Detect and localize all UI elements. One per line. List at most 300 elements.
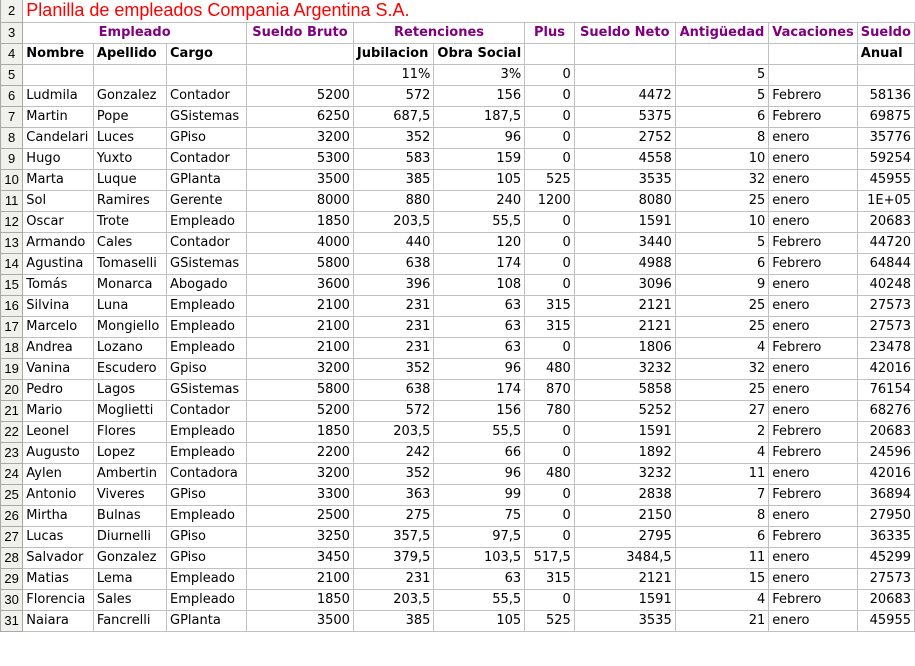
jubilacion-cell[interactable]: 275: [353, 505, 433, 526]
sueldo-bruto-cell[interactable]: 1850: [247, 421, 354, 442]
obra-social-cell[interactable]: 105: [434, 169, 525, 190]
antiguedad-cell[interactable]: 8: [675, 127, 769, 148]
plus-header[interactable]: Plus: [525, 22, 575, 43]
sueldo-bruto-cell[interactable]: 2100: [247, 295, 354, 316]
sueldo-neto-cell[interactable]: 2838: [574, 484, 675, 505]
row-header[interactable]: 22: [1, 421, 23, 442]
apellido-cell[interactable]: Sales: [93, 589, 166, 610]
apellido-cell[interactable]: Lopez: [93, 442, 166, 463]
cell[interactable]: [525, 43, 575, 64]
vacaciones-cell[interactable]: enero: [769, 211, 858, 232]
sueldo-neto-cell[interactable]: 3535: [574, 610, 675, 631]
apellido-cell[interactable]: Trote: [93, 211, 166, 232]
sueldo-bruto-cell[interactable]: 1850: [247, 589, 354, 610]
nombre-cell[interactable]: Lucas: [23, 526, 94, 547]
nombre-cell[interactable]: Sol: [23, 190, 94, 211]
row-header[interactable]: 13: [1, 232, 23, 253]
sueldo-neto-cell[interactable]: 3232: [574, 463, 675, 484]
sueldo-anual-cell[interactable]: 45299: [857, 547, 914, 568]
row-header[interactable]: 12: [1, 211, 23, 232]
jubilacion-cell[interactable]: 385: [353, 610, 433, 631]
jubilacion-cell[interactable]: 396: [353, 274, 433, 295]
sueldo-anual-cell[interactable]: 35776: [857, 127, 914, 148]
sueldo-neto-cell[interactable]: 3440: [574, 232, 675, 253]
nombre-cell[interactable]: Matias: [23, 568, 94, 589]
jubilacion-cell[interactable]: 352: [353, 358, 433, 379]
plus-cell[interactable]: 0: [525, 211, 575, 232]
antiguedad-header[interactable]: Antigüedad: [675, 22, 769, 43]
sueldo-neto-cell[interactable]: 1591: [574, 211, 675, 232]
sueldo-bruto-cell[interactable]: 2200: [247, 442, 354, 463]
obra-social-cell[interactable]: 55,5: [434, 589, 525, 610]
row-header[interactable]: 21: [1, 400, 23, 421]
apellido-cell[interactable]: Lema: [93, 568, 166, 589]
jubilacion-cell[interactable]: 379,5: [353, 547, 433, 568]
vacaciones-cell[interactable]: Febrero: [769, 253, 858, 274]
vacaciones-cell[interactable]: enero: [769, 316, 858, 337]
jubilacion-header[interactable]: Jubilacion: [353, 43, 433, 64]
jubilacion-cell[interactable]: 572: [353, 85, 433, 106]
antiguedad-cell[interactable]: 27: [675, 400, 769, 421]
jubilacion-cell[interactable]: 203,5: [353, 589, 433, 610]
sueldo-bruto-cell[interactable]: 8000: [247, 190, 354, 211]
cargo-cell[interactable]: Contador: [167, 232, 247, 253]
nombre-cell[interactable]: Marta: [23, 169, 94, 190]
plus-cell[interactable]: 0: [525, 127, 575, 148]
plus-cell[interactable]: 0: [525, 505, 575, 526]
cargo-cell[interactable]: Empleado: [167, 568, 247, 589]
plus-cell[interactable]: 0: [525, 106, 575, 127]
cell[interactable]: [574, 64, 675, 85]
cargo-cell[interactable]: Contador: [167, 148, 247, 169]
nombre-cell[interactable]: Pedro: [23, 379, 94, 400]
jubilacion-rate[interactable]: 11%: [353, 64, 433, 85]
sueldo-neto-cell[interactable]: 4472: [574, 85, 675, 106]
plus-cell[interactable]: 517,5: [525, 547, 575, 568]
nombre-cell[interactable]: Vanina: [23, 358, 94, 379]
retenciones-header[interactable]: Retenciones: [353, 22, 524, 43]
jubilacion-cell[interactable]: 363: [353, 484, 433, 505]
sueldo-anual-cell[interactable]: 36894: [857, 484, 914, 505]
nombre-cell[interactable]: Andrea: [23, 337, 94, 358]
obra-social-cell[interactable]: 99: [434, 484, 525, 505]
sueldo-bruto-cell[interactable]: 2100: [247, 316, 354, 337]
row-header[interactable]: 6: [1, 85, 23, 106]
cargo-cell[interactable]: Empleado: [167, 589, 247, 610]
sueldo-neto-cell[interactable]: 3232: [574, 358, 675, 379]
vacaciones-cell[interactable]: enero: [769, 547, 858, 568]
jubilacion-cell[interactable]: 231: [353, 295, 433, 316]
jubilacion-cell[interactable]: 572: [353, 400, 433, 421]
sueldo-anual-cell[interactable]: 45955: [857, 169, 914, 190]
row-header[interactable]: 15: [1, 274, 23, 295]
sueldo-neto-cell[interactable]: 1806: [574, 337, 675, 358]
jubilacion-cell[interactable]: 242: [353, 442, 433, 463]
vacaciones-cell[interactable]: Febrero: [769, 484, 858, 505]
vacaciones-cell[interactable]: Febrero: [769, 421, 858, 442]
nombre-cell[interactable]: Aylen: [23, 463, 94, 484]
sueldo-bruto-cell[interactable]: 3600: [247, 274, 354, 295]
row-header[interactable]: 25: [1, 484, 23, 505]
apellido-cell[interactable]: Luna: [93, 295, 166, 316]
cell[interactable]: [247, 43, 354, 64]
jubilacion-cell[interactable]: 203,5: [353, 211, 433, 232]
sueldo-neto-cell[interactable]: 2121: [574, 316, 675, 337]
nombre-cell[interactable]: Oscar: [23, 211, 94, 232]
apellido-cell[interactable]: Tomaselli: [93, 253, 166, 274]
row-header[interactable]: 4: [1, 43, 23, 64]
cargo-cell[interactable]: Contadora: [167, 463, 247, 484]
nombre-cell[interactable]: Salvador: [23, 547, 94, 568]
antiguedad-cell[interactable]: 32: [675, 169, 769, 190]
plus-cell[interactable]: 0: [525, 337, 575, 358]
apellido-cell[interactable]: Escudero: [93, 358, 166, 379]
sueldo-bruto-cell[interactable]: 3500: [247, 169, 354, 190]
sueldo-bruto-cell[interactable]: 2500: [247, 505, 354, 526]
apellido-cell[interactable]: Gonzalez: [93, 85, 166, 106]
sueldo-bruto-cell[interactable]: 5800: [247, 253, 354, 274]
apellido-cell[interactable]: Viveres: [93, 484, 166, 505]
row-header[interactable]: 14: [1, 253, 23, 274]
sueldo-anual-cell[interactable]: 20683: [857, 589, 914, 610]
sueldo-neto-cell[interactable]: 5375: [574, 106, 675, 127]
apellido-cell[interactable]: Yuxto: [93, 148, 166, 169]
vacaciones-header[interactable]: Vacaciones: [769, 22, 858, 43]
plus-cell[interactable]: 0: [525, 274, 575, 295]
row-header[interactable]: 24: [1, 463, 23, 484]
cell[interactable]: [23, 64, 94, 85]
plus-cell[interactable]: 315: [525, 295, 575, 316]
sueldo-neto-cell[interactable]: 4988: [574, 253, 675, 274]
cargo-cell[interactable]: Empleado: [167, 337, 247, 358]
obra-social-cell[interactable]: 240: [434, 190, 525, 211]
apellido-cell[interactable]: Ambertin: [93, 463, 166, 484]
nombre-cell[interactable]: Martin: [23, 106, 94, 127]
sueldo-bruto-cell[interactable]: 1850: [247, 211, 354, 232]
sueldo-anual-cell[interactable]: 27950: [857, 505, 914, 526]
antiguedad-cell[interactable]: 6: [675, 526, 769, 547]
obra-social-cell[interactable]: 96: [434, 463, 525, 484]
apellido-cell[interactable]: Lozano: [93, 337, 166, 358]
antiguedad-cell[interactable]: 21: [675, 610, 769, 631]
sheet-title[interactable]: Planilla de empleados Compania Argentina S.A.: [26, 0, 410, 21]
plus-cell[interactable]: 0: [525, 589, 575, 610]
obra-social-cell[interactable]: 108: [434, 274, 525, 295]
nombre-cell[interactable]: Antonio: [23, 484, 94, 505]
cargo-cell[interactable]: GSistemas: [167, 253, 247, 274]
antiguedad-cell[interactable]: 5: [675, 232, 769, 253]
apellido-cell[interactable]: Cales: [93, 232, 166, 253]
apellido-header[interactable]: Apellido: [93, 43, 166, 64]
antiguedad-param[interactable]: 5: [675, 64, 769, 85]
sueldo-anual-cell[interactable]: 27573: [857, 295, 914, 316]
vacaciones-cell[interactable]: enero: [769, 505, 858, 526]
cell[interactable]: [769, 43, 858, 64]
obra-social-header[interactable]: Obra Social: [434, 43, 525, 64]
sueldo-anual-cell[interactable]: 69875: [857, 106, 914, 127]
cargo-cell[interactable]: Empleado: [167, 295, 247, 316]
nombre-cell[interactable]: Augusto: [23, 442, 94, 463]
sueldo-bruto-cell[interactable]: 3250: [247, 526, 354, 547]
row-header[interactable]: 30: [1, 589, 23, 610]
antiguedad-cell[interactable]: 6: [675, 106, 769, 127]
sueldo-neto-cell[interactable]: 2121: [574, 295, 675, 316]
obra-social-cell[interactable]: 97,5: [434, 526, 525, 547]
row-header[interactable]: 23: [1, 442, 23, 463]
plus-cell[interactable]: 870: [525, 379, 575, 400]
sueldo-bruto-cell[interactable]: 4000: [247, 232, 354, 253]
nombre-cell[interactable]: Leonel: [23, 421, 94, 442]
jubilacion-cell[interactable]: 231: [353, 337, 433, 358]
nombre-cell[interactable]: Armando: [23, 232, 94, 253]
cargo-cell[interactable]: GPlanta: [167, 610, 247, 631]
plus-cell[interactable]: 1200: [525, 190, 575, 211]
sueldo-anual-cell[interactable]: 58136: [857, 85, 914, 106]
apellido-cell[interactable]: Pope: [93, 106, 166, 127]
row-header[interactable]: 18: [1, 337, 23, 358]
apellido-cell[interactable]: Monarca: [93, 274, 166, 295]
obra-social-cell[interactable]: 55,5: [434, 211, 525, 232]
obra-social-cell[interactable]: 96: [434, 358, 525, 379]
nombre-cell[interactable]: Ludmila: [23, 85, 94, 106]
antiguedad-cell[interactable]: 7: [675, 484, 769, 505]
sueldo-neto-cell[interactable]: 8080: [574, 190, 675, 211]
row-header[interactable]: 26: [1, 505, 23, 526]
antiguedad-cell[interactable]: 8: [675, 505, 769, 526]
row-header[interactable]: 29: [1, 568, 23, 589]
cell[interactable]: [574, 43, 675, 64]
obra-social-cell[interactable]: 55,5: [434, 421, 525, 442]
vacaciones-cell[interactable]: enero: [769, 568, 858, 589]
nombre-cell[interactable]: Mirtha: [23, 505, 94, 526]
obra-social-rate[interactable]: 3%: [434, 64, 525, 85]
row-header[interactable]: 11: [1, 190, 23, 211]
sueldo-anual-cell[interactable]: 24596: [857, 442, 914, 463]
sueldo-anual-cell[interactable]: 20683: [857, 211, 914, 232]
sueldo-bruto-cell[interactable]: 5300: [247, 148, 354, 169]
jubilacion-cell[interactable]: 352: [353, 463, 433, 484]
antiguedad-cell[interactable]: 2: [675, 421, 769, 442]
sueldo-neto-cell[interactable]: 1591: [574, 421, 675, 442]
sueldo-bruto-cell[interactable]: 3200: [247, 127, 354, 148]
anual-header[interactable]: Anual: [857, 43, 914, 64]
cargo-cell[interactable]: Empleado: [167, 505, 247, 526]
obra-social-cell[interactable]: 187,5: [434, 106, 525, 127]
sueldo-anual-cell[interactable]: 68276: [857, 400, 914, 421]
apellido-cell[interactable]: Ramires: [93, 190, 166, 211]
plus-cell[interactable]: 0: [525, 484, 575, 505]
sueldo-anual-cell[interactable]: 76154: [857, 379, 914, 400]
antiguedad-cell[interactable]: 32: [675, 358, 769, 379]
sueldo-neto-cell[interactable]: 3484,5: [574, 547, 675, 568]
apellido-cell[interactable]: Luque: [93, 169, 166, 190]
cell[interactable]: [167, 64, 247, 85]
antiguedad-cell[interactable]: 4: [675, 337, 769, 358]
nombre-header[interactable]: Nombre: [23, 43, 94, 64]
antiguedad-cell[interactable]: 25: [675, 316, 769, 337]
obra-social-cell[interactable]: 66: [434, 442, 525, 463]
plus-cell[interactable]: 315: [525, 568, 575, 589]
row-header[interactable]: 19: [1, 358, 23, 379]
row-header[interactable]: 10: [1, 169, 23, 190]
antiguedad-cell[interactable]: 4: [675, 589, 769, 610]
sueldo-bruto-cell[interactable]: 3200: [247, 463, 354, 484]
vacaciones-cell[interactable]: enero: [769, 463, 858, 484]
apellido-cell[interactable]: Luces: [93, 127, 166, 148]
nombre-cell[interactable]: Naiara: [23, 610, 94, 631]
row-header[interactable]: 9: [1, 148, 23, 169]
plus-cell[interactable]: 0: [525, 148, 575, 169]
vacaciones-cell[interactable]: enero: [769, 358, 858, 379]
sueldo-neto-cell[interactable]: 1892: [574, 442, 675, 463]
antiguedad-cell[interactable]: 10: [675, 211, 769, 232]
plus-cell[interactable]: 0: [525, 232, 575, 253]
plus-cell[interactable]: 0: [525, 253, 575, 274]
plus-cell[interactable]: 780: [525, 400, 575, 421]
sueldo-neto-cell[interactable]: 3535: [574, 169, 675, 190]
obra-social-cell[interactable]: 159: [434, 148, 525, 169]
jubilacion-cell[interactable]: 203,5: [353, 421, 433, 442]
sueldo-anual-cell[interactable]: 59254: [857, 148, 914, 169]
vacaciones-cell[interactable]: Febrero: [769, 232, 858, 253]
vacaciones-cell[interactable]: Febrero: [769, 106, 858, 127]
plus-cell[interactable]: 525: [525, 610, 575, 631]
plus-cell[interactable]: 0: [525, 442, 575, 463]
sueldo-neto-cell[interactable]: 2150: [574, 505, 675, 526]
obra-social-cell[interactable]: 156: [434, 400, 525, 421]
sueldo-bruto-cell[interactable]: 2100: [247, 337, 354, 358]
cargo-cell[interactable]: Empleado: [167, 316, 247, 337]
jubilacion-cell[interactable]: 583: [353, 148, 433, 169]
sueldo-bruto-cell[interactable]: 3450: [247, 547, 354, 568]
vacaciones-cell[interactable]: Febrero: [769, 589, 858, 610]
nombre-cell[interactable]: Silvina: [23, 295, 94, 316]
jubilacion-cell[interactable]: 231: [353, 316, 433, 337]
antiguedad-cell[interactable]: 25: [675, 295, 769, 316]
empleado-header[interactable]: Empleado: [23, 22, 247, 43]
cargo-cell[interactable]: GPlanta: [167, 169, 247, 190]
antiguedad-cell[interactable]: 15: [675, 568, 769, 589]
vacaciones-cell[interactable]: enero: [769, 190, 858, 211]
cargo-cell[interactable]: GPiso: [167, 547, 247, 568]
sueldo-anual-cell[interactable]: 36335: [857, 526, 914, 547]
antiguedad-cell[interactable]: 10: [675, 148, 769, 169]
antiguedad-cell[interactable]: 9: [675, 274, 769, 295]
vacaciones-cell[interactable]: Febrero: [769, 442, 858, 463]
sueldo-bruto-cell[interactable]: 3500: [247, 610, 354, 631]
antiguedad-cell[interactable]: 25: [675, 379, 769, 400]
sueldo-anual-cell[interactable]: 27573: [857, 316, 914, 337]
sueldo-neto-cell[interactable]: 4558: [574, 148, 675, 169]
cargo-cell[interactable]: Empleado: [167, 211, 247, 232]
row-header[interactable]: 2: [1, 0, 23, 22]
sueldo-neto-cell[interactable]: 1591: [574, 589, 675, 610]
vacaciones-cell[interactable]: Febrero: [769, 526, 858, 547]
apellido-cell[interactable]: Bulnas: [93, 505, 166, 526]
sueldo-anual-cell[interactable]: 27573: [857, 568, 914, 589]
antiguedad-cell[interactable]: 11: [675, 547, 769, 568]
jubilacion-cell[interactable]: 385: [353, 169, 433, 190]
row-header[interactable]: 8: [1, 127, 23, 148]
cell[interactable]: [675, 43, 769, 64]
antiguedad-cell[interactable]: 4: [675, 442, 769, 463]
apellido-cell[interactable]: Flores: [93, 421, 166, 442]
sueldo-bruto-cell[interactable]: 2100: [247, 568, 354, 589]
antiguedad-cell[interactable]: 6: [675, 253, 769, 274]
cargo-cell[interactable]: GPiso: [167, 484, 247, 505]
sueldo-anual-cell[interactable]: 23478: [857, 337, 914, 358]
sueldo-neto-cell[interactable]: 2795: [574, 526, 675, 547]
sueldo-bruto-cell[interactable]: 3300: [247, 484, 354, 505]
antiguedad-cell[interactable]: 25: [675, 190, 769, 211]
sueldo-neto-cell[interactable]: 5858: [574, 379, 675, 400]
row-header[interactable]: 7: [1, 106, 23, 127]
cargo-cell[interactable]: Empleado: [167, 442, 247, 463]
apellido-cell[interactable]: Diurnelli: [93, 526, 166, 547]
cargo-cell[interactable]: Empleado: [167, 421, 247, 442]
sueldo-anual-cell[interactable]: 40248: [857, 274, 914, 295]
vacaciones-cell[interactable]: enero: [769, 148, 858, 169]
sueldo-anual-cell[interactable]: 45955: [857, 610, 914, 631]
sueldo-neto-cell[interactable]: 2121: [574, 568, 675, 589]
sueldo-anual-cell[interactable]: 1E+05: [857, 190, 914, 211]
cargo-cell[interactable]: GPiso: [167, 526, 247, 547]
sueldo-bruto-cell[interactable]: 5800: [247, 379, 354, 400]
cell[interactable]: [769, 64, 858, 85]
sueldo-neto-header[interactable]: Sueldo Neto: [574, 22, 675, 43]
plus-cell[interactable]: 0: [525, 526, 575, 547]
cargo-cell[interactable]: Abogado: [167, 274, 247, 295]
row-header[interactable]: 31: [1, 610, 23, 631]
cargo-cell[interactable]: Gerente: [167, 190, 247, 211]
obra-social-cell[interactable]: 63: [434, 316, 525, 337]
row-header[interactable]: 16: [1, 295, 23, 316]
vacaciones-cell[interactable]: enero: [769, 400, 858, 421]
sueldo-bruto-cell[interactable]: 5200: [247, 400, 354, 421]
cell[interactable]: [93, 64, 166, 85]
apellido-cell[interactable]: Moglietti: [93, 400, 166, 421]
vacaciones-cell[interactable]: enero: [769, 127, 858, 148]
row-header[interactable]: 3: [1, 22, 23, 43]
sueldo-bruto-cell[interactable]: 3200: [247, 358, 354, 379]
jubilacion-cell[interactable]: 638: [353, 379, 433, 400]
sueldo-anual-cell[interactable]: 64844: [857, 253, 914, 274]
vacaciones-cell[interactable]: Febrero: [769, 337, 858, 358]
apellido-cell[interactable]: Lagos: [93, 379, 166, 400]
nombre-cell[interactable]: Agustina: [23, 253, 94, 274]
vacaciones-cell[interactable]: enero: [769, 169, 858, 190]
vacaciones-cell[interactable]: enero: [769, 379, 858, 400]
sueldo-bruto-cell[interactable]: 6250: [247, 106, 354, 127]
nombre-cell[interactable]: Candelari: [23, 127, 94, 148]
jubilacion-cell[interactable]: 638: [353, 253, 433, 274]
antiguedad-cell[interactable]: 11: [675, 463, 769, 484]
cell[interactable]: [857, 64, 914, 85]
cargo-cell[interactable]: Contador: [167, 400, 247, 421]
nombre-cell[interactable]: Hugo: [23, 148, 94, 169]
jubilacion-cell[interactable]: 231: [353, 568, 433, 589]
obra-social-cell[interactable]: 174: [434, 253, 525, 274]
plus-param[interactable]: 0: [525, 64, 575, 85]
plus-cell[interactable]: 0: [525, 85, 575, 106]
obra-social-cell[interactable]: 63: [434, 295, 525, 316]
row-header[interactable]: 28: [1, 547, 23, 568]
obra-social-cell[interactable]: 63: [434, 568, 525, 589]
jubilacion-cell[interactable]: 687,5: [353, 106, 433, 127]
row-header[interactable]: 27: [1, 526, 23, 547]
jubilacion-cell[interactable]: 880: [353, 190, 433, 211]
nombre-cell[interactable]: Mario: [23, 400, 94, 421]
